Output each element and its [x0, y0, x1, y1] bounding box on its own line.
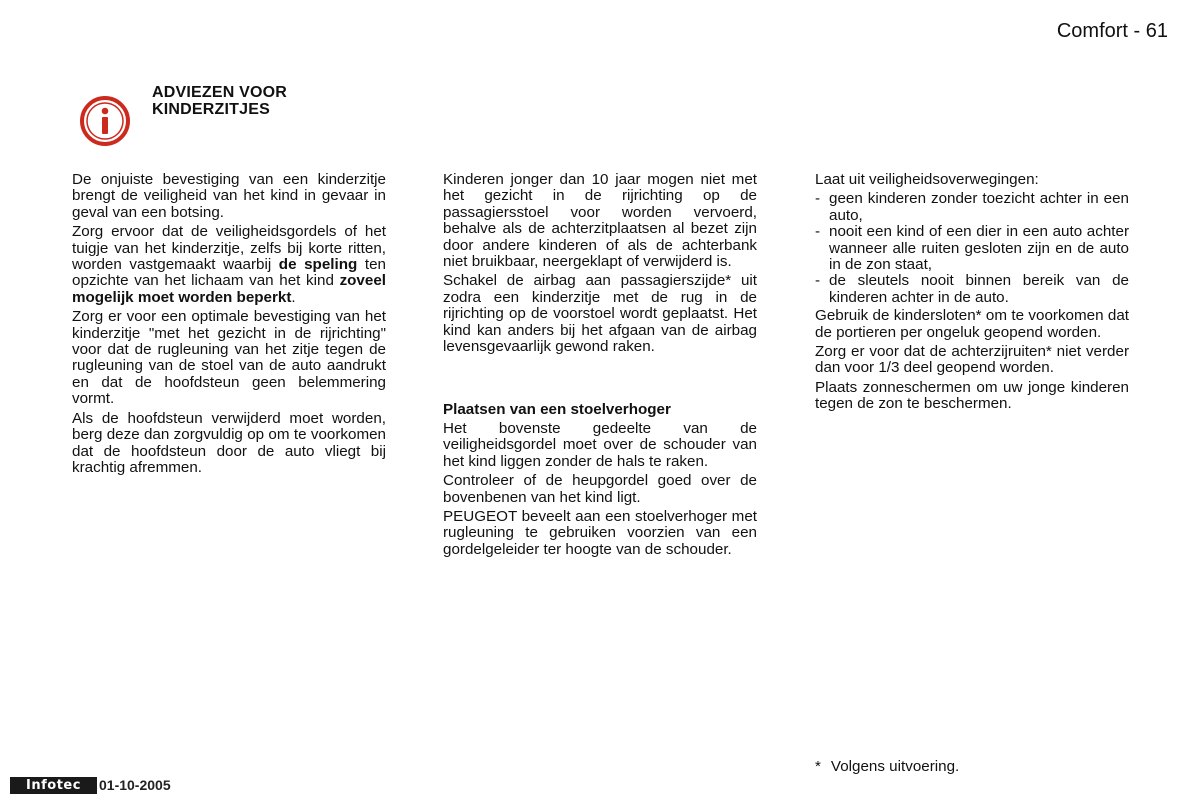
- bold-text: zoveel mogelijk moet worden beperkt: [72, 272, 386, 306]
- info-icon: [78, 94, 132, 148]
- footer-date: 01-10-2005: [99, 777, 171, 793]
- text-run: Zorg ervoor dat de veiligheidsgordels of het tuigje van het kinderzitje, zelfs bij korte ritten, worden vastgemaakt waarbij: [72, 223, 386, 274]
- paragraph-seatbelt: [72, 224, 386, 306]
- paragraph: Als de hoofdsteun verwijderd moet worden, berg deze dan zorgvuldig op om te voorkomen dat de hoofdsteun door de auto vliegt bij krachtig afremmen.: [72, 409, 386, 476]
- dash-list: [815, 191, 1129, 306]
- column-right: [815, 172, 1129, 416]
- section-title: [152, 84, 287, 118]
- paragraph: Kinderen jonger dan 10 jaar mogen niet met het gezicht in de rijrichting op de passagiersstoel voor worden vervoerd, behalve als de achterzitplaatsen al bezet zijn door andere kinderen of als de achterbank niet bruikbaar, neergeklapt of verwijderd is.: [443, 171, 757, 271]
- text-run: .: [291, 288, 296, 306]
- list-item: [815, 191, 1129, 224]
- paragraph: De onjuiste bevestiging van een kinderzitje brengt de veiligheid van het kind in gevaar in geval van een botsing.: [72, 171, 386, 221]
- list-item-text: de sleutels nooit binnen bereik van de kinderen achter in de auto.: [829, 272, 1129, 306]
- paragraph: Plaats zonneschermen om uw jonge kinderen tegen de zon te beschermen.: [815, 378, 1129, 413]
- section-title-line1: ADVIEZEN VOOR: [152, 84, 288, 101]
- dash-bullet: -: [815, 272, 821, 290]
- column-middle: [443, 172, 757, 561]
- footnote-text: Volgens uitvoering.: [830, 758, 960, 775]
- list-item: [815, 273, 1129, 306]
- dash-bullet: -: [815, 190, 821, 208]
- page-header: Comfort - 61: [1056, 20, 1168, 42]
- paragraph: PEUGEOT beveelt aan een stoelverhoger met rugleuning te gebruiken voorzien van een gordelgeleider ter hoogte van de schouder.: [443, 507, 757, 558]
- list-item: [815, 224, 1129, 273]
- paragraph: Zorg er voor dat de achterzijruiten* niet verder dan voor 1/3 deel geopend worden.: [815, 343, 1129, 377]
- paragraph: Schakel de airbag aan passagierszijde* uit zodra een kinderzitje met de rug in de rijrichting op de voorstoel wordt geplaatst. Het kind kan anders bij het afgaan van de airbag levensgevaarlijk gewond raken.: [443, 272, 757, 356]
- paragraph: Zorg er voor een optimale bevestiging van het kinderzitje "met het gezicht in de rijrichting" voor dat de rugleuning van het zitje tegen de rugleuning van de stoel van de auto aandrukt en dat de hoofdsteun geen belemmering vormt.: [72, 308, 386, 408]
- dash-bullet: -: [815, 223, 821, 241]
- list-item-text: nooit een kind of een dier in een auto achter wanneer alle ruiten gesloten zijn en de auto in de zon staat,: [829, 223, 1129, 274]
- paragraph: Controleer of de heupgordel goed over de bovenbenen van het kind ligt.: [443, 472, 757, 506]
- list-item-text: geen kinderen zonder toezicht achter in een auto,: [829, 190, 1129, 224]
- subheading: Plaatsen van een stoelverhoger: [443, 401, 671, 419]
- footnote-star: *: [815, 758, 821, 775]
- column-left: [72, 172, 386, 479]
- text-run: ten opzichte van het lichaam van het kind: [72, 256, 386, 290]
- paragraph-intro: Laat uit veiligheidsoverwegingen:: [815, 171, 1039, 188]
- paragraph: Het bovenste gedeelte van de veiligheidsgordel moet over de schouder van het kind liggen zonder de hals te raken.: [443, 419, 757, 470]
- bold-text: de speling: [278, 256, 358, 274]
- section-title-line2: KINDERZITJES: [152, 101, 270, 118]
- infotec-logo: Infotec: [10, 777, 97, 794]
- footnote: [815, 758, 959, 775]
- paragraph: Gebruik de kindersloten* om te voorkomen dat de portieren per ongeluk geopend worden.: [815, 307, 1129, 341]
